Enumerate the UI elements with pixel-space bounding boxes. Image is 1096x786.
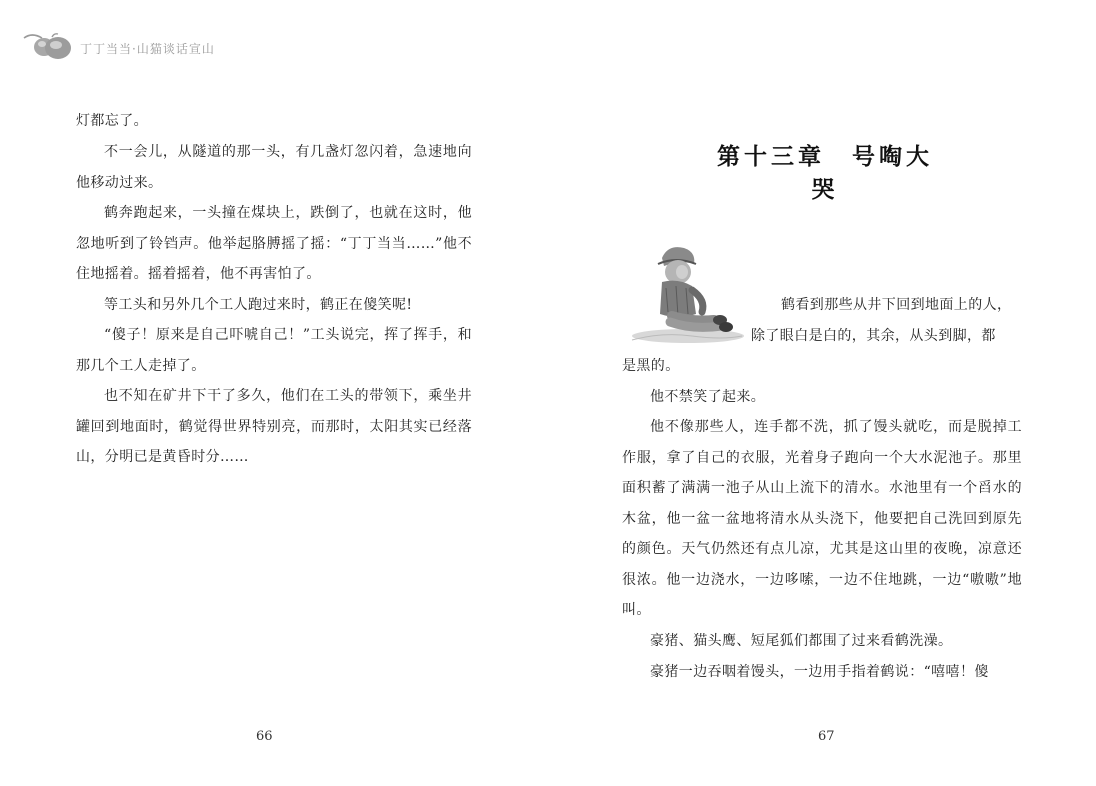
paragraph: 不一会儿，从隧道的那一头，有几盏灯忽闪着，急速地向他移动过来。 [76,144,472,191]
running-header [22,28,215,64]
gourd-logo-icon [22,28,78,64]
text-line: 是黑的。 [622,358,680,374]
text-line: 除了眼白是白的，其余，从头到脚，都 [751,327,996,344]
page-number-left: 66 [256,729,273,744]
sitting-boy-illustration [622,236,746,348]
paragraph: 灯都忘了。 [76,113,148,129]
paragraph: 豪猪一边吞咽着馒头，一边用手指着鹤说：“嘻嘻！傻 [650,664,989,680]
paragraph: “傻子！原来是自己吓唬自己！”工头说完，挥了挥手，和那几个工人走掉了。 [76,327,472,374]
chapter-title: 第十三章 号啕大哭 [717,144,933,203]
paragraph: 豪猪、猫头鹰、短尾狐们都围了过来看鹤洗澡。 [650,633,953,649]
book-title: 丁丁当当·山猫谈话宣山 [80,41,215,56]
text-line: 鹤看到那些从井下回到地面上的人， [781,297,1012,313]
paragraph: 等工头和另外几个工人跑过来时，鹤正在傻笑呢! [104,297,413,313]
paragraph: 鹤奔跑起来，一头撞在煤块上，跌倒了，也就在这时，他忽地听到了铃铛声。他举起胳膊摇了摇：“丁丁当当……”他不住地摇着。摇着摇着，他不再害怕了。 [76,205,472,282]
paragraph: 他不像那些人，连手都不洗，抓了馒头就吃，而是脱掉工作服，拿了自己的衣服，光着身子跑向一个大水泥池子。那里面积蓄了满满一池子从山上流下的清水。水池里有一个舀水的木盆，他一盆一盆地将清水从头浇下，他要把自己洗回到原先的颜色。天气仍然还有点儿凉，尤其是这山里的夜晚，凉意还很浓。他一边浇水，一边哆嗦，一边不住地跳，一边“嗷嗷”地叫。 [622,419,1022,618]
paragraph: 他不禁笑了起来。 [650,389,766,405]
paragraph: 也不知在矿井下干了多久，他们在工头的带领下，乘坐井罐回到地面时，鹤觉得世界特别亮，而那时，太阳其实已经落山，分明已是黄昏时分…… [76,388,472,465]
page-number-right: 67 [818,729,835,744]
